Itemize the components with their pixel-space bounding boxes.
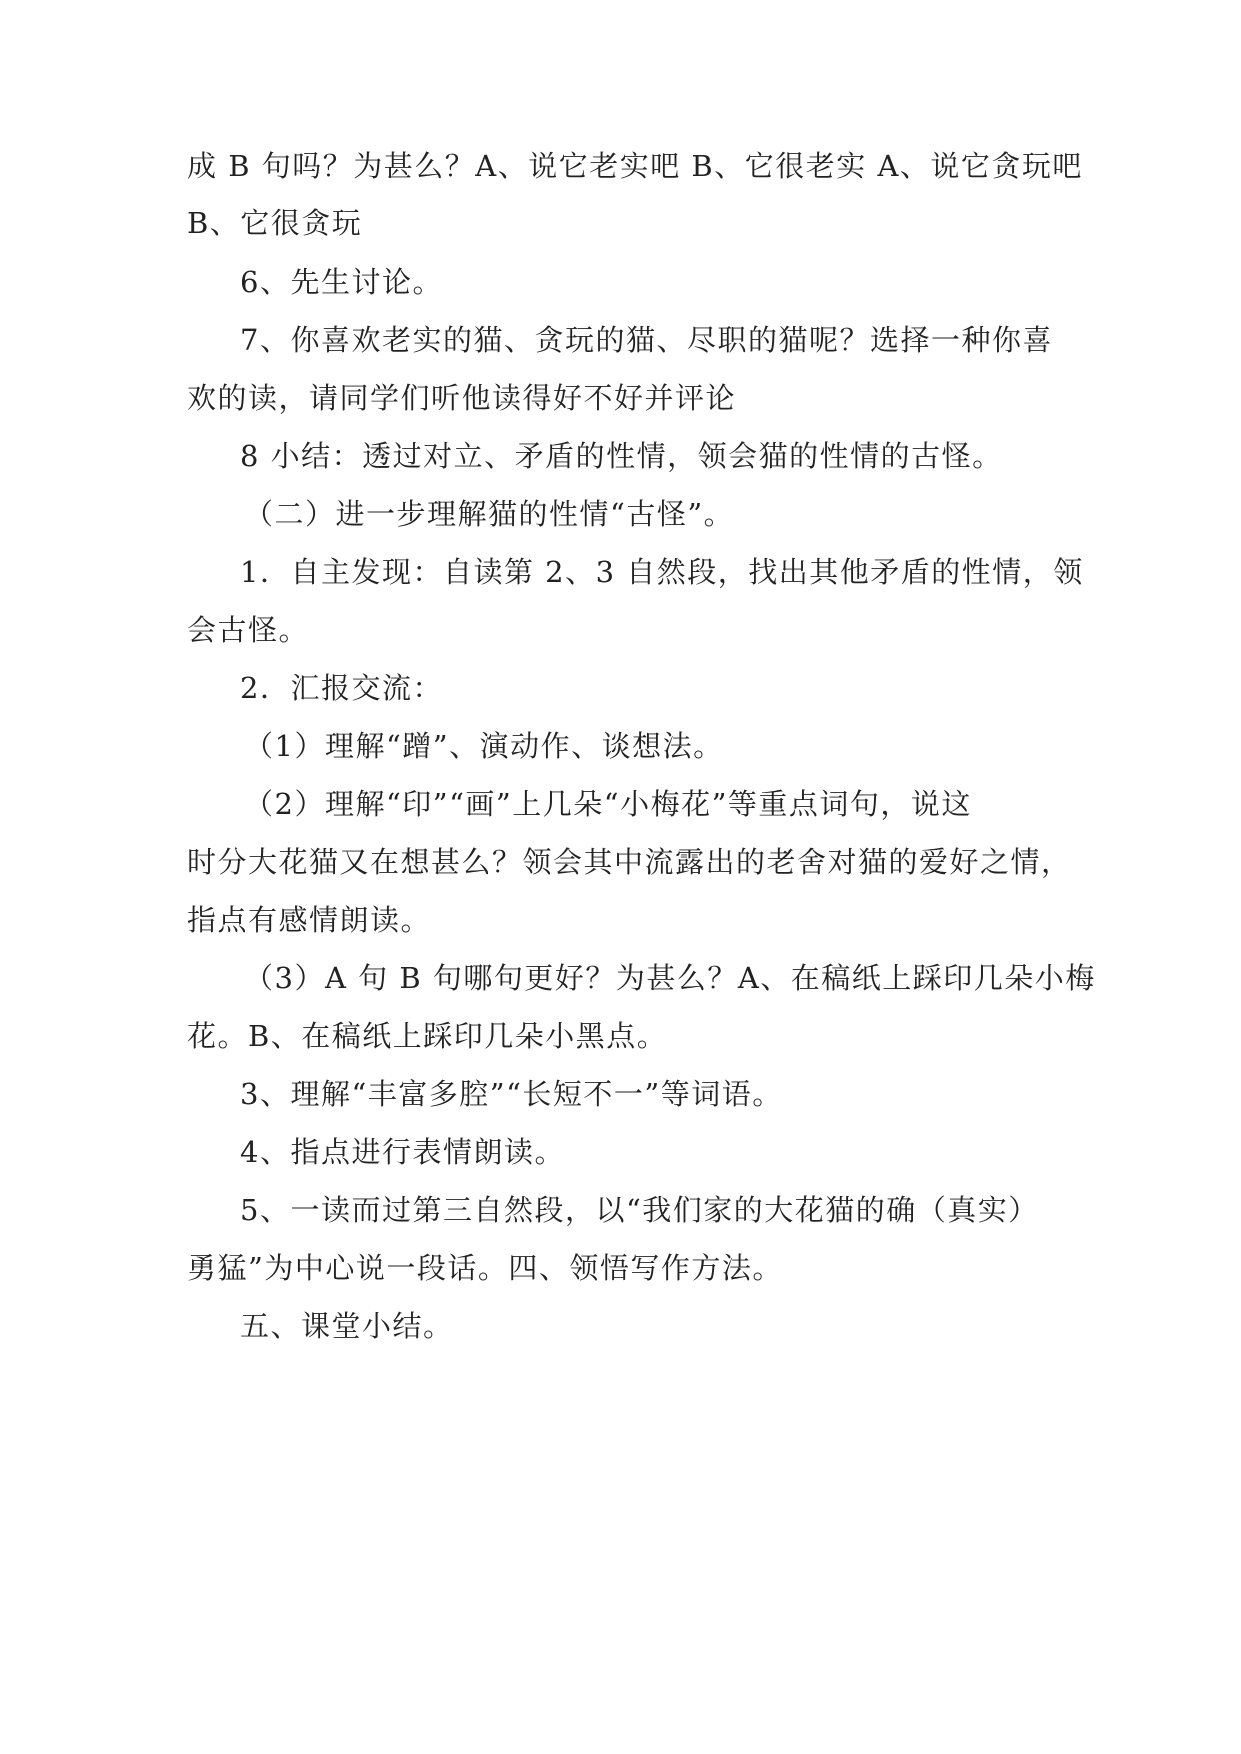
text-line: （3）A 句 B 句哪句更好？为甚么？A、在稿纸上踩印几朵小梅 [244, 961, 1096, 995]
text-line: B、它很贪玩 [187, 206, 363, 240]
text-line: （1）理解“蹭”、演动作、谈想法。 [244, 729, 724, 763]
text-line: 3、理解“丰富多腔”“长短不一”等词语。 [240, 1077, 783, 1111]
text-line: 5、一读而过第三自然段，以“我们家的大花猫的确（真实） [240, 1193, 1039, 1227]
text-line: 6、先生讨论。 [240, 265, 443, 299]
text-line: 花。B、在稿纸上踩印几朵小黑点。 [187, 1019, 668, 1053]
text-line: 8 小结：透过对立、矛盾的性情，领会猫的性情的古怪。 [240, 439, 1003, 473]
text-line: （2）理解“印”“画”上几朵“小梅花”等重点词句，说这 [244, 787, 972, 821]
text-line: 1．自主发现：自读第 2、3 自然段，找出其他矛盾的性情，领 [240, 555, 1084, 589]
text-line: 成 B 句吗？为甚么？A、说它老实吧 B、它很老实 A、说它贪玩吧 [187, 149, 1083, 183]
text-line: 7、你喜欢老实的猫、贪玩的猫、尽职的猫呢？选择一种你喜 [240, 323, 1053, 357]
text-line: 指点有感情朗读。 [187, 903, 432, 937]
text-line: 时分大花猫又在想甚么？领会其中流露出的老舍对猫的爱好之情， [187, 845, 1072, 879]
text-line: 2．汇报交流： [240, 671, 443, 705]
text-line: 欢的读，请同学们听他读得好不好并评论 [187, 381, 737, 415]
text-line: 会古怪。 [187, 613, 310, 647]
text-line: 五、课堂小结。 [240, 1309, 454, 1343]
text-line: 4、指点进行表情朗读。 [240, 1135, 565, 1169]
text-line: 勇猛”为中心说一段话。四、领悟写作方法。 [187, 1251, 783, 1285]
section-heading: （二）进一步理解猫的性情“古怪”。 [244, 497, 735, 531]
